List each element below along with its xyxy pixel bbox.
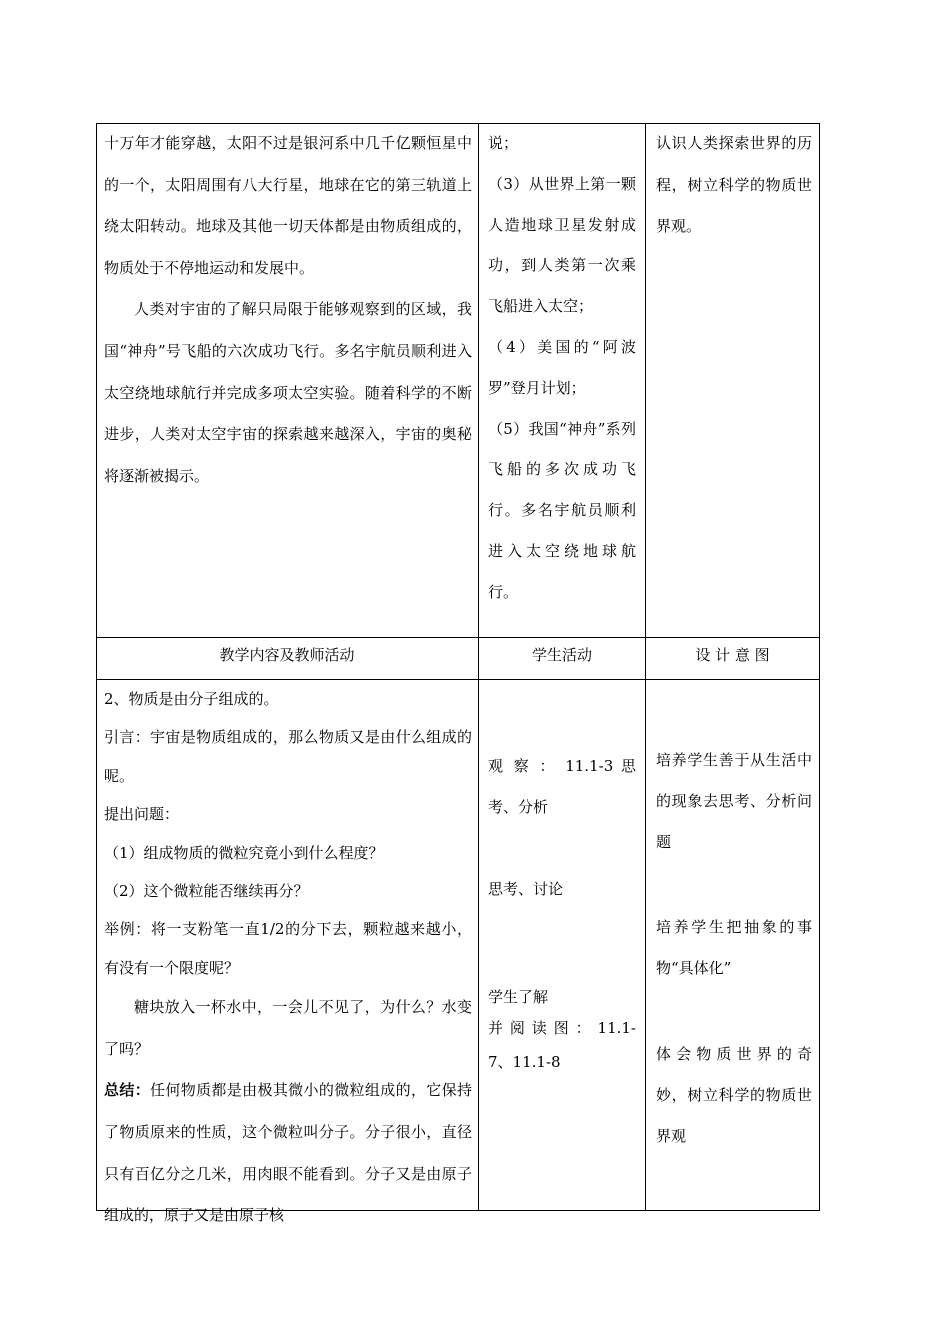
bottom-intent-2 xyxy=(656,907,812,989)
header-row-top xyxy=(96,637,820,638)
top-intent-cell xyxy=(656,123,812,248)
header-content: 教学内容及教师活动 xyxy=(219,646,355,664)
content-line-5: （2）这个微粒能否继续再分？ xyxy=(104,882,309,901)
intent-item-3: 体 会 物 质 世 界 的 奇妙，树立科学的物质世界观 xyxy=(656,1045,812,1145)
content-summary xyxy=(104,1070,472,1236)
student-activity-3: 学生了解 xyxy=(488,988,549,1006)
table-border-right xyxy=(819,123,820,1211)
bottom-intent-3 xyxy=(656,1034,812,1156)
content-paragraph-1: 十万年才能穿越，太阳不过是银河系中几千亿颗恒星中的一个，太阳周围有八大行星，地球在它的第三轨道上绕太阳转动。地球及其他一切天体都是由物质组成的，物质处于不停地运动和发展中。 xyxy=(104,134,472,277)
summary-label: 总结： xyxy=(104,1081,151,1100)
top-student-cell xyxy=(488,123,636,613)
student-line-3: （4）美国的“阿波罗”登月计划； xyxy=(488,337,636,397)
student-activity-4: 并 阅 读 图 ： 11.1-7、11.1-8 xyxy=(488,1019,636,1071)
student-line-4: （5）我国“神舟”系列飞船的多次成功飞行。多名宇航员顺利进入太空绕地球航行。 xyxy=(488,419,636,601)
header-intent: 设 计 意 图 xyxy=(695,646,770,664)
content-line-6: 举例：将一支粉笔一直1/2的分下去，颗粒越来越小，有没有一个限度呢？ xyxy=(104,920,472,977)
bottom-student-activity-2 xyxy=(488,869,636,910)
content-line-1: 2、物质是由分子组成的。 xyxy=(104,690,279,708)
header-student: 学生活动 xyxy=(531,646,592,664)
bottom-content-cell xyxy=(104,680,472,1237)
bottom-student-activity-1 xyxy=(488,746,636,828)
bottom-intent-1 xyxy=(656,740,812,862)
student-activity-2: 思考、讨论 xyxy=(488,880,564,898)
content-paragraph-2: 人类对宇宙的了解只局限于能够观察到的区域，我国“神舟”号飞船的六次成功飞行。多名宇航员顺利进入太空绕地球航行并完成多项太空实验。随着科学的不断进步，人类对太空宇宙的探索越来越深入，宇宙的奥秘将逐渐被揭示。 xyxy=(104,300,472,485)
top-content-cell xyxy=(104,123,472,497)
intent-item-2: 培养学生把抽象的事物“具体化” xyxy=(656,918,812,977)
content-line-2: 引言：宇宙是物质组成的，那么物质又是由什么组成的呢。 xyxy=(104,728,472,785)
content-line-7: 糖块放入一杯水中，一会儿不见了，为什么？水变了吗？ xyxy=(104,998,472,1058)
summary-text: 任何物质都是由极其微小的微粒组成的，它保持了物质原来的性质，这个微粒叫分子。分子很小，直径只有百亿分之几米，用肉眼不能看到。分子又是由原子组成的，原子又是由原子核 xyxy=(104,1081,472,1225)
student-line-1: 说； xyxy=(488,134,519,152)
content-line-3: 提出问题： xyxy=(104,805,180,824)
intent-item-1: 培养学生善于从生活中的现象去思考、分析问题 xyxy=(656,751,812,851)
intent-text: 认识人类探索世界的历程，树立科学的物质世界观。 xyxy=(656,134,812,236)
student-line-2: （3）从世界上第一颗人造地球卫星发射成功，到人类第一次乘飞船进入太空； xyxy=(488,174,636,316)
student-activity-1: 观 察 ： 11.1-3 思考、分析 xyxy=(488,757,636,816)
content-line-4: （1）组成物质的微粒究竟小到什么程度？ xyxy=(104,843,384,862)
lesson-plan-table xyxy=(96,123,820,1225)
bottom-student-activity-3 xyxy=(488,983,636,1079)
